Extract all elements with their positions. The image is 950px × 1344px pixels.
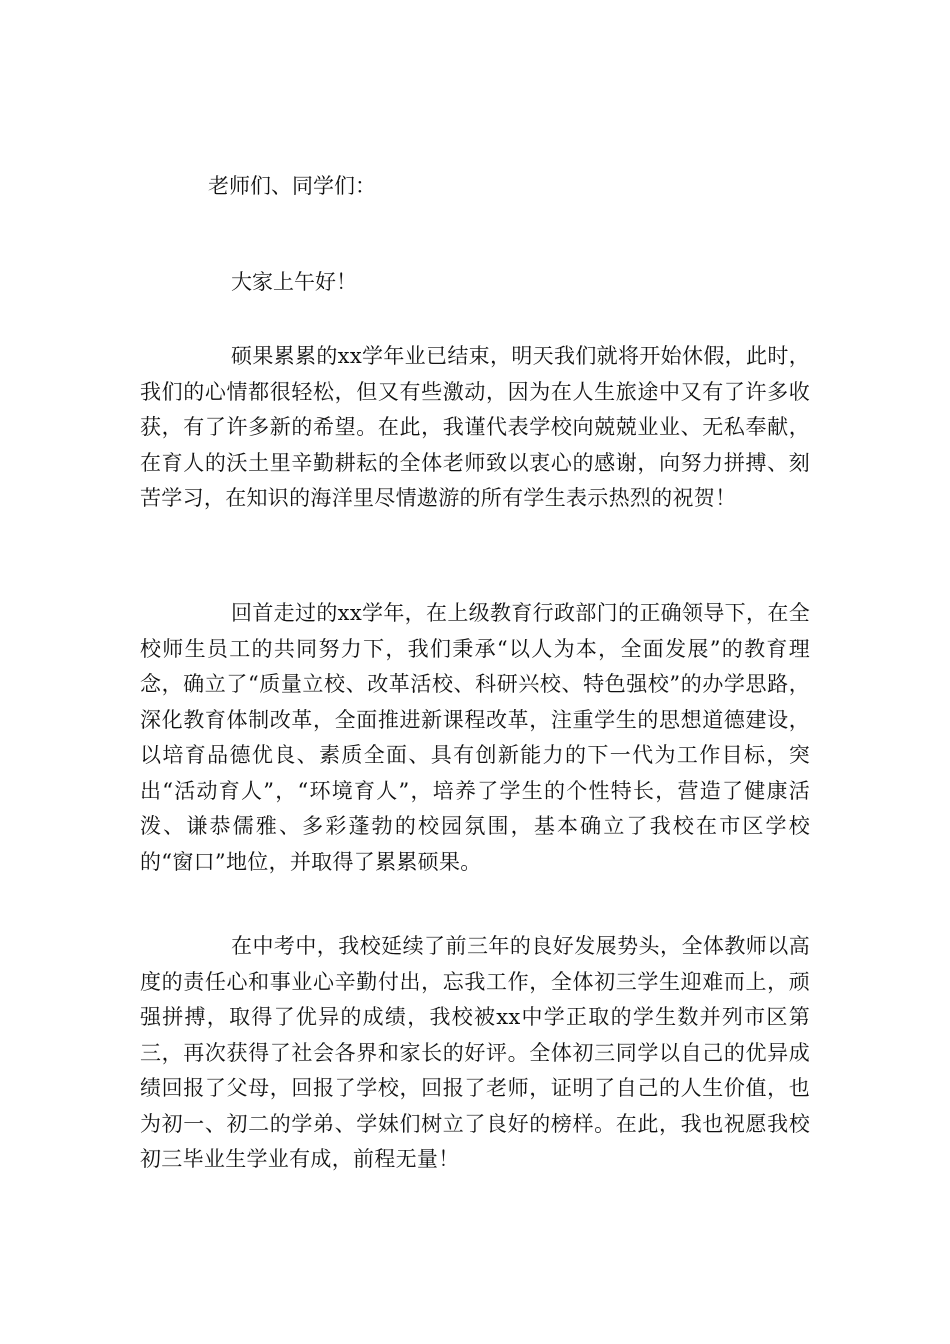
salutation: 老师们、同学们： [208, 174, 376, 198]
paragraph-review: 回首走过的xx学年，在上级教育行政部门的正确领导下，在全校师生员工的共同努力下，我们秉承“以人为本，全面发展”的教育理念，确立了“质量立校、改革活校、科研兴校、特色强校”的办学思路，深化教育体制改革，全面推进新课程改革，注重学生的思想道德建设，以培育品德优良、素质全面、具有创新能力的下一代为工作目标，突出“活动育人”，“环境育人”，培养了学生的个性特长，营造了健康活泼、谦恭儒雅、多彩蓬勃的校园氛围，基本确立了我校在市区学校的“窗口”地位，并取得了累累硕果。 [140, 601, 810, 874]
greeting: 大家上午好！ [231, 270, 357, 294]
paragraph-summary: 硕果累累的xx学年业已结束，明天我们就将开始休假，此时，我们的心情都很轻松，但又有些激动，因为在人生旅途中又有了许多收获，有了许多新的希望。在此，我谨代表学校向兢兢业业、无私奉献，在育人的沃土里辛勤耕耘的全体老师致以衷心的感谢，向努力拼搏、刻苦学习，在知识的海洋里尽情遨游的所有学生表示热烈的祝贺！ [140, 344, 810, 510]
paragraph-exam-results: 在中考中，我校延续了前三年的良好发展势头，全体教师以高度的责任心和事业心辛勤付出，忘我工作，全体初三学生迎难而上，顽强拼搏，取得了优异的成绩，我校被xx中学正取的学生数并列市区第三，再次获得了社会各界和家长的好评。全体初三同学以自己的优异成绩回报了父母，回报了学校，回报了老师，证明了自己的人生价值，也为初一、初二的学弟、学妹们树立了良好的榜样。在此，我也祝愿我校初三毕业生学业有成，前程无量！ [140, 934, 810, 1171]
